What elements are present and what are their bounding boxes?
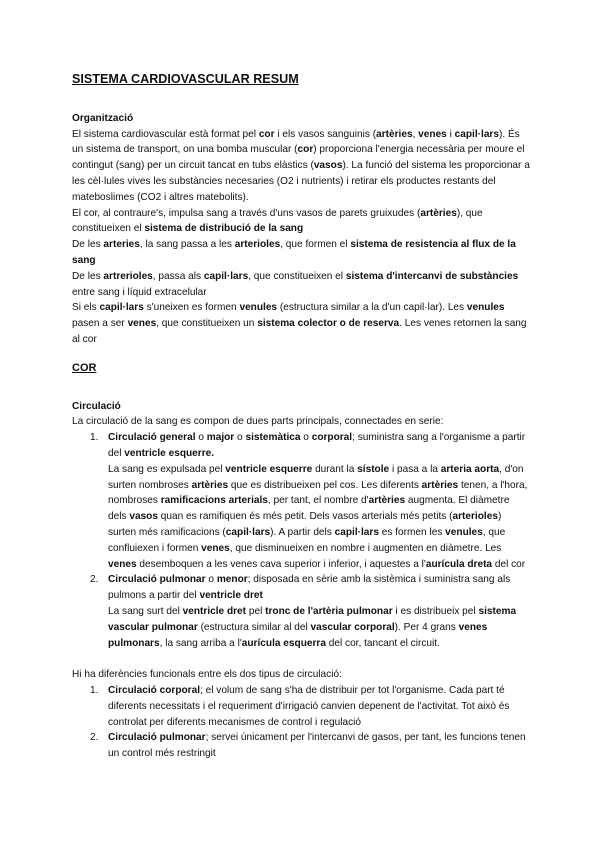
differences-list bbox=[72, 683, 530, 762]
bold-term: Circulació general bbox=[108, 432, 196, 444]
paragraph: Circulació pulmonar o menor; disposada en sèrie amb la sistèmica i suministra sang als pulmons a partir del ventricle dret bbox=[108, 574, 511, 602]
subsection-heading-circulacio: Circulació bbox=[72, 400, 121, 412]
paragraph: El cor, al contraure's, impulsa sang a través d'uns vasos de parets gruixudes (artèries), que constitueixen el sistema de distribució de la sang bbox=[72, 207, 483, 235]
paragraph: La sang es expulsada pel ventricle esquerre durant la sístole i pasa a la arteria aorta, d'on surten nombroses artèries que es distribueixen pel cos. Les diferents artèries tenen, a l'hora, nombroses ramificacions arterials, per tant, el nombre d'artèries augmenta. El diàmetre dels vasos quan es ramifiquen és més petit. Dels vasos arterials més petits (arterioles) surten més ramificacions (capil·lars). A partir dels capil·lars es formen les venules, que confluiexen i formen venes, que disminueixen en nombre i augmenten en diàmetre. Les venes desemboquen a les venes cava superior i inferior, i aquestes a l'aurícula dreta del cor bbox=[108, 463, 528, 570]
bold-term: venules bbox=[239, 302, 278, 314]
paragraph: La sang surt del ventricle dret pel tronc de l'artèria pulmonar i es distribueix pel sistema vascular pulmonar (estructura similar al del vascular corporal). Per 4 grans venes pulmonars, la sang arriba a l'aurícula esquerra del cor, tancant el circuit. bbox=[108, 605, 517, 649]
section-heading-organitzacio: Organització bbox=[72, 112, 134, 124]
bold-term: Circulació pulmonar bbox=[108, 574, 206, 586]
bold-term: vascular corporal bbox=[310, 621, 395, 633]
bold-term: Circulació corporal bbox=[108, 685, 200, 697]
bold-term: vasos bbox=[129, 511, 158, 523]
bold-term: venules bbox=[445, 526, 483, 538]
bold-term: aurícula dreta bbox=[425, 558, 493, 570]
bold-term: arterioles bbox=[452, 511, 498, 523]
circulacio-intro: La circulació de la sang es compon de dues parts principals, connectades en serie: bbox=[72, 416, 444, 428]
bold-term: sistema de distribució de la sang bbox=[144, 223, 304, 235]
list-number: 1. bbox=[90, 685, 99, 697]
bold-term: capil·lars bbox=[99, 302, 144, 314]
bold-term: venes bbox=[108, 558, 137, 570]
paragraph: Circulació corporal; el volum de sang s'ha de distribuir per tot l'organisme. Cada part té diferents necessitats i el requeriment d'irrigació canvien depenent de l'activitat. Tot això és controlat per diferents mecanismes de control i regulació bbox=[108, 685, 510, 728]
bold-term: venules bbox=[466, 302, 505, 314]
bold-term: arterioles bbox=[234, 239, 281, 251]
bold-term: menor bbox=[216, 574, 248, 586]
section-heading-cor: COR bbox=[72, 361, 97, 374]
list-number: 2. bbox=[90, 574, 99, 586]
paragraph: El sistema cardiovascular està format pel cor i els vasos sanguinis (artèries, venes i capil·lars). És un sistema de transport, on una bomba muscular (cor) proporciona l'energia necessària per moure el contingut (sang) per un circuit tancat en tubs elàstics (vasos). La funció del sistema les proporcionar a les cèl·lules vives les substàncies necesaries (O2 i nutrients) i retirar els productes restants del mateboslimes (CO2 i altres matebolits). bbox=[72, 128, 530, 203]
document-title: SISTEMA CARDIOVASCULAR RESUM bbox=[72, 72, 299, 86]
bold-term: venes bbox=[127, 318, 157, 330]
bold-term: arteria aorta bbox=[440, 463, 500, 475]
paragraph: Circulació pulmonar; servei únicament per l'intercanvi de gasos, per tant, les funcions tenen un control més restringit bbox=[108, 732, 526, 760]
bold-term: cor bbox=[297, 144, 314, 156]
paragraph: De les arteries, la sang passa a les arterioles, que formen el sistema de resistencia al flux de la sang bbox=[72, 239, 516, 266]
bold-term: ventricle esquerre bbox=[225, 463, 313, 475]
list-item bbox=[72, 430, 530, 572]
bold-term: Circulació pulmonar bbox=[108, 732, 206, 744]
bold-term: artèries bbox=[420, 207, 457, 219]
bold-term: artèries bbox=[376, 128, 413, 140]
bold-term: artèries bbox=[421, 479, 459, 491]
bold-term: venes bbox=[418, 128, 447, 140]
paragraph: Circulació general o major o sistemàtica o corporal; suministra sang a l'organisme a partir del ventricle esquerre. bbox=[108, 432, 526, 459]
bold-term: vasos bbox=[313, 160, 343, 172]
bold-term: sistemàtica bbox=[245, 432, 301, 444]
bold-term: sistema de resistencia al flux de la sang bbox=[72, 239, 516, 266]
bold-term: capil·lars bbox=[454, 128, 499, 140]
bold-term: ventricle dret bbox=[199, 590, 263, 602]
list-item bbox=[72, 572, 530, 651]
bold-term: tronc de l'artèria pulmonar bbox=[265, 605, 393, 617]
bold-term: cor bbox=[258, 128, 275, 140]
document-page bbox=[72, 72, 530, 762]
bold-term: aurícula esquerra bbox=[241, 637, 326, 649]
bold-term: capil·lars bbox=[225, 526, 271, 538]
bold-term: artèries bbox=[368, 495, 406, 507]
bold-term: sístole bbox=[357, 463, 390, 475]
bold-term: corporal bbox=[311, 432, 353, 444]
bold-term: ramificacions arterials bbox=[160, 495, 268, 507]
bold-term: ventricle esquerre. bbox=[124, 447, 215, 459]
bold-term: sistema d'intercanvi de substàncies bbox=[345, 270, 519, 282]
bold-term: sistema colector o de reserva bbox=[257, 318, 400, 330]
bold-term: major bbox=[206, 432, 235, 444]
differences-intro: Hi ha diferències funcionals entre els dos tipus de circulació: bbox=[72, 669, 342, 681]
list-number: 2. bbox=[90, 732, 99, 744]
list-item bbox=[72, 730, 530, 762]
bold-term: capil·lars bbox=[203, 270, 249, 282]
list-number: 1. bbox=[90, 432, 99, 444]
bold-term: artèries bbox=[191, 479, 229, 491]
list-item bbox=[72, 683, 530, 730]
bold-term: venes pulmonars bbox=[108, 621, 488, 649]
organitzacio-body bbox=[72, 127, 530, 348]
bold-term: artrerioles bbox=[103, 270, 153, 282]
bold-term: sistema vascular pulmonar bbox=[108, 605, 517, 633]
bold-term: capil·lars bbox=[334, 526, 379, 538]
paragraph: De les artrerioles, passa als capil·lars, que constitueixen el sistema d'intercanvi de substàncies entre sang i líquid extracelular bbox=[72, 270, 519, 298]
circulation-types-list bbox=[72, 430, 530, 651]
bold-term: venes bbox=[201, 542, 230, 554]
bold-term: ventricle dret bbox=[182, 605, 247, 617]
paragraph: Si els capil·lars s'uneixen es formen venules (estructura similar a la d'un capil·lar). Les venules pasen a ser venes, que constitueixen un sistema colector o de reserva. Les venes retornen la sang al cor bbox=[72, 302, 527, 345]
bold-term: arteries bbox=[103, 239, 140, 251]
